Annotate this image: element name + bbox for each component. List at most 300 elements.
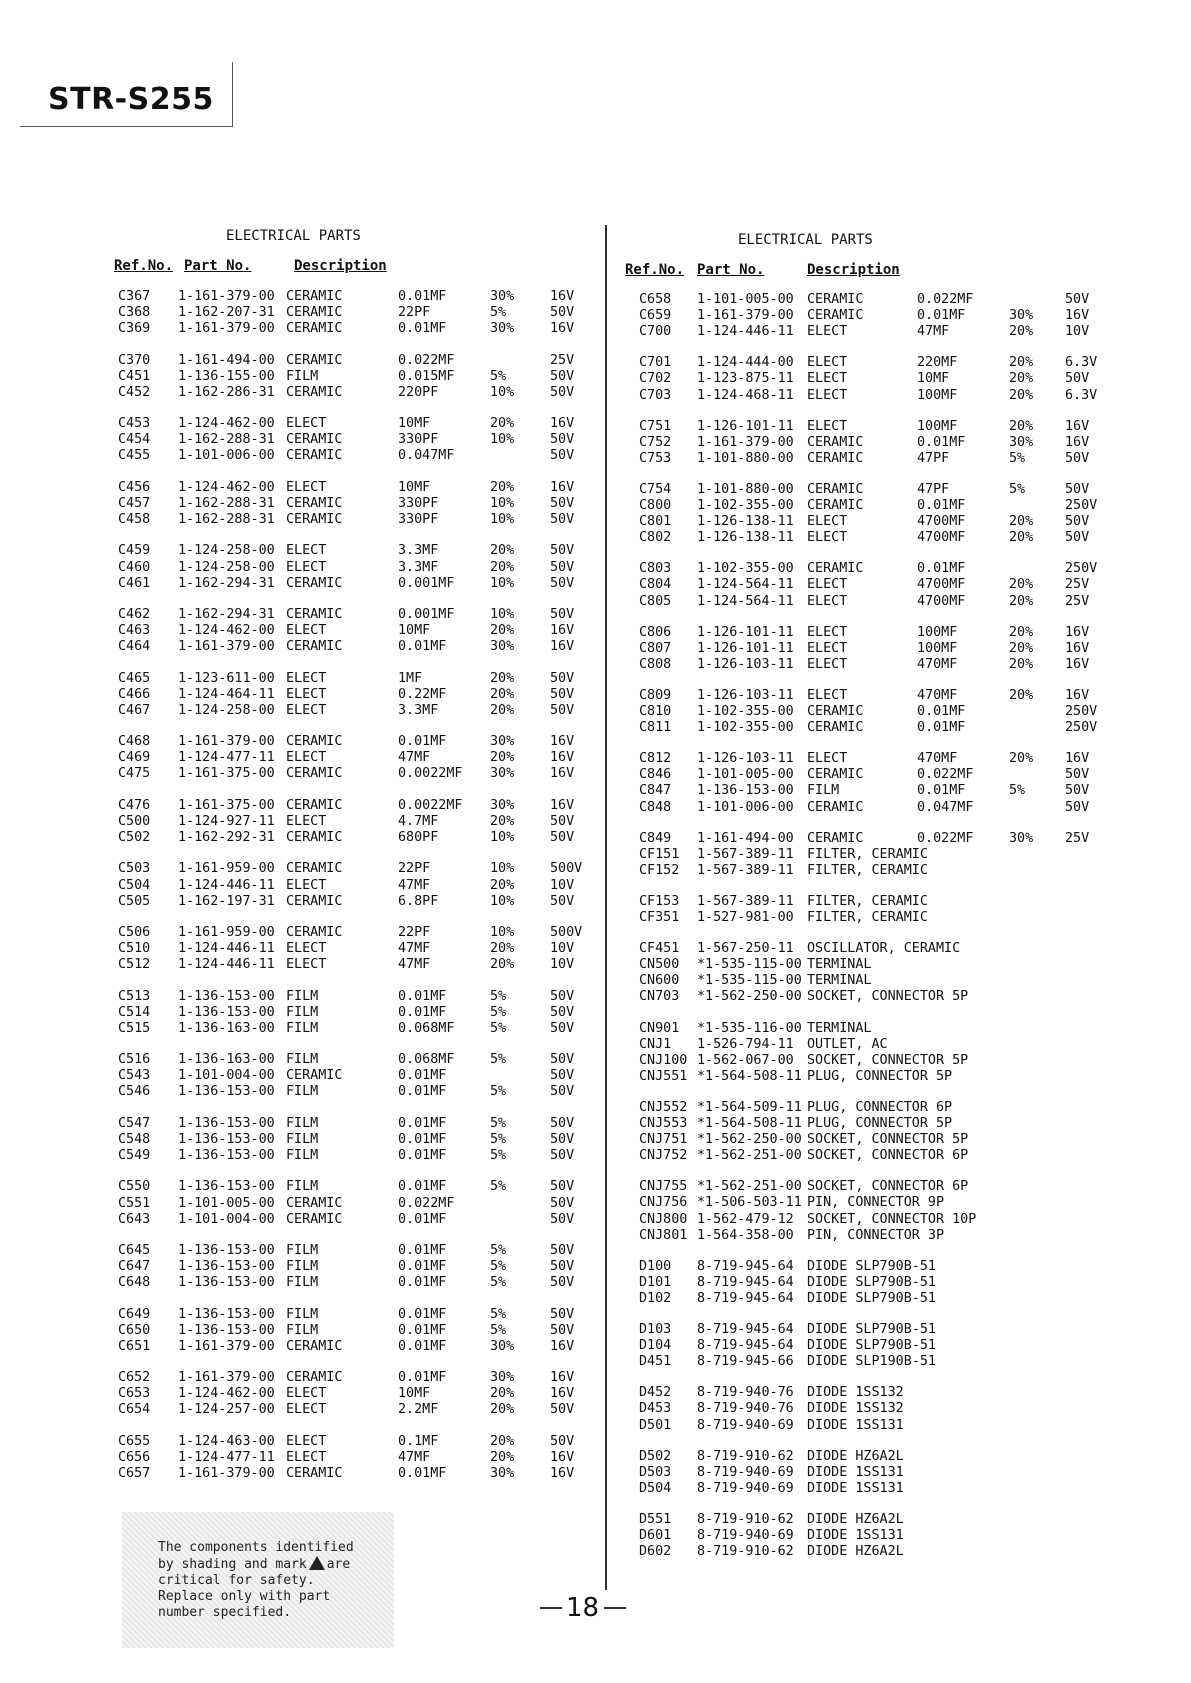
voltage-cell: 50V xyxy=(1065,481,1090,497)
part-no-cell: *1-564-509-11 xyxy=(697,1099,802,1115)
description-cell: CERAMIC xyxy=(286,305,343,321)
tolerance-cell: 5% xyxy=(490,1275,507,1291)
part-no-cell: 1-567-250-11 xyxy=(697,941,794,957)
voltage-cell: 50V xyxy=(550,432,575,448)
description-cell: CERAMIC xyxy=(286,352,343,368)
ref-no-cell: C807 xyxy=(639,640,672,656)
value-cell: 0.01MF xyxy=(917,498,966,513)
part-no-cell: 1-136-153-00 xyxy=(697,783,794,799)
part-no-cell: 1-136-153-00 xyxy=(178,1115,275,1131)
part-no-cell: 1-562-479-12 xyxy=(697,1211,794,1227)
part-no-cell: 1-161-379-00 xyxy=(697,308,794,324)
tolerance-cell: 30% xyxy=(1009,434,1034,450)
tolerance-cell: 30% xyxy=(1009,308,1034,324)
value-cell: 22PF xyxy=(398,861,431,877)
ref-no-cell: CNJ551 xyxy=(639,1068,688,1084)
tolerance-cell: 20% xyxy=(490,1449,515,1465)
tolerance-cell: 20% xyxy=(490,670,515,686)
tolerance-cell: 20% xyxy=(490,957,515,973)
description-cell: ELECT xyxy=(807,751,848,767)
voltage-cell: 500V xyxy=(550,925,583,940)
description-cell: FILM xyxy=(286,1322,319,1338)
voltage-cell: 25V xyxy=(1065,593,1090,609)
ref-no-cell: C810 xyxy=(639,704,672,719)
value-cell: 10MF xyxy=(398,416,431,432)
description-cell: ELECT xyxy=(286,750,327,766)
description-cell: DIODE SLP790B-51 xyxy=(807,1338,936,1354)
description-cell: ELECT xyxy=(286,1433,327,1449)
tolerance-cell: 30% xyxy=(490,289,515,304)
part-no-cell: 1-124-477-11 xyxy=(178,750,275,766)
part-no-cell: 8-719-940-76 xyxy=(697,1385,794,1401)
value-cell: 0.01MF xyxy=(398,1370,447,1386)
value-cell: 0.01MF xyxy=(917,434,966,450)
part-no-cell: 1-161-379-00 xyxy=(178,639,275,655)
description-cell: CERAMIC xyxy=(286,861,343,877)
tolerance-cell: 20% xyxy=(490,702,515,718)
description-cell: CERAMIC xyxy=(286,448,343,464)
description-cell: FILTER, CERAMIC xyxy=(807,893,928,909)
value-cell: 0.01MF xyxy=(398,1338,447,1354)
description-cell: CERAMIC xyxy=(286,432,343,448)
part-no-cell: *1-506-503-11 xyxy=(697,1195,802,1211)
voltage-cell: 50V xyxy=(550,813,575,829)
tolerance-cell: 30% xyxy=(1009,830,1034,846)
voltage-cell: 50V xyxy=(550,1084,575,1100)
ref-no-cell: C503 xyxy=(118,861,151,877)
part-no-cell: 1-124-258-00 xyxy=(178,702,275,718)
value-cell: 22PF xyxy=(398,305,431,321)
tolerance-cell: 30% xyxy=(490,1370,515,1386)
value-cell: 220MF xyxy=(917,355,958,371)
description-cell: CERAMIC xyxy=(286,1338,343,1354)
voltage-cell: 25V xyxy=(1065,830,1090,846)
value-cell: 0.047MF xyxy=(398,448,455,464)
description-cell: DIODE HZ6A2L xyxy=(807,1511,904,1527)
part-no-cell: 1-124-257-00 xyxy=(178,1402,275,1418)
part-no-cell: 1-162-197-31 xyxy=(178,893,275,909)
voltage-cell: 16V xyxy=(550,1449,575,1465)
tolerance-cell: 10% xyxy=(490,925,515,940)
voltage-cell: 50V xyxy=(550,702,575,718)
ref-no-cell: C648 xyxy=(118,1275,151,1291)
value-cell: 0.01MF xyxy=(398,1148,447,1163)
ref-no-cell: C847 xyxy=(639,783,672,799)
description-cell: CERAMIC xyxy=(286,766,343,782)
voltage-cell: 50V xyxy=(550,1275,575,1291)
voltage-cell: 16V xyxy=(550,639,575,655)
part-no-cell: 1-124-446-11 xyxy=(697,324,794,340)
value-cell: 10MF xyxy=(398,1386,431,1402)
ref-no-cell: CF451 xyxy=(639,941,680,957)
description-cell: FILM xyxy=(286,1115,319,1131)
part-no-cell: 8-719-910-62 xyxy=(697,1448,794,1464)
tolerance-cell: 10% xyxy=(490,830,515,845)
voltage-cell: 16V xyxy=(550,623,575,639)
value-cell: 47MF xyxy=(398,1449,431,1465)
description-cell: CERAMIC xyxy=(286,321,343,337)
part-no-cell: *1-562-250-00 xyxy=(697,1132,802,1148)
tolerance-cell: 20% xyxy=(490,1386,515,1402)
value-cell: 330PF xyxy=(398,432,439,448)
value-cell: 680PF xyxy=(398,830,439,845)
description-cell: ELECT xyxy=(807,530,848,546)
part-no-cell: 8-719-940-76 xyxy=(697,1401,794,1417)
part-no-cell: 1-162-288-31 xyxy=(178,512,275,527)
description-cell: ELECT xyxy=(807,624,848,640)
value-cell: 0.01MF xyxy=(398,1179,447,1195)
ref-no-cell: C367 xyxy=(118,289,151,304)
value-cell: 47MF xyxy=(398,957,431,973)
part-no-cell: 1-161-494-00 xyxy=(697,830,794,846)
description-cell: PLUG, CONNECTOR 5P xyxy=(807,1068,953,1084)
value-cell: 47MF xyxy=(398,877,431,893)
ref-no-cell: C653 xyxy=(118,1386,151,1402)
description-cell: FILM xyxy=(286,988,319,1004)
description-cell: FILM xyxy=(286,368,319,384)
part-no-cell: 1-101-005-00 xyxy=(178,1195,275,1211)
section-title: ELECTRICAL PARTS xyxy=(738,232,873,248)
description-cell: CERAMIC xyxy=(286,607,343,622)
ref-no-cell: D502 xyxy=(639,1448,672,1464)
ref-no-cell: CNJ751 xyxy=(639,1132,688,1148)
voltage-cell: 50V xyxy=(1065,799,1090,815)
value-cell: 47PF xyxy=(917,450,950,466)
part-no-cell: *1-562-251-00 xyxy=(697,1148,802,1164)
part-no-cell: 1-124-444-00 xyxy=(697,355,794,371)
tolerance-cell: 30% xyxy=(490,797,515,813)
note-line: The components identified xyxy=(158,1540,354,1555)
voltage-cell: 16V xyxy=(550,797,575,813)
description-cell: ELECT xyxy=(286,1402,327,1418)
part-no-cell: 1-564-358-00 xyxy=(697,1227,794,1243)
part-no-header: Part No. xyxy=(697,262,765,278)
description-cell: FILTER, CERAMIC xyxy=(807,862,928,878)
description-cell: SOCKET, CONNECTOR 6P xyxy=(807,1179,969,1195)
tolerance-cell: 20% xyxy=(1009,418,1034,434)
description-cell: CERAMIC xyxy=(807,498,864,513)
part-no-cell: *1-562-251-00 xyxy=(697,1179,802,1195)
ref-no-cell: C465 xyxy=(118,670,151,686)
voltage-cell: 10V xyxy=(550,957,575,973)
value-cell: 0.01MF xyxy=(398,988,447,1004)
tolerance-cell: 5% xyxy=(490,1322,507,1338)
value-cell: 470MF xyxy=(917,656,958,672)
tolerance-cell: 20% xyxy=(1009,656,1034,672)
value-cell: 47PF xyxy=(917,481,950,497)
ref-no-cell: C811 xyxy=(639,720,672,736)
ref-no-cell: CNJ752 xyxy=(639,1148,688,1164)
description-cell: CERAMIC xyxy=(286,830,343,845)
description-cell: DIODE HZ6A2L xyxy=(807,1448,904,1464)
part-no-cell: *1-535-116-00 xyxy=(697,1020,802,1036)
description-cell: CERAMIC xyxy=(807,704,864,719)
description-cell: ELECT xyxy=(807,324,848,340)
part-no-cell: 1-136-153-00 xyxy=(178,1259,275,1275)
part-no-cell: 8-719-945-64 xyxy=(697,1322,794,1337)
ref-no-cell: CF152 xyxy=(639,862,680,878)
value-cell: 100MF xyxy=(917,640,958,656)
value-cell: 4700MF xyxy=(917,514,966,530)
tolerance-cell: 20% xyxy=(490,1402,515,1418)
tolerance-cell: 20% xyxy=(490,686,515,702)
ref-no-cell: CN901 xyxy=(639,1020,680,1036)
part-no-cell: 1-527-981-00 xyxy=(697,910,794,925)
description-cell: CERAMIC xyxy=(286,893,343,909)
voltage-cell: 16V xyxy=(550,416,575,432)
description-header: Description xyxy=(294,258,387,274)
voltage-cell: 50V xyxy=(550,1052,575,1068)
value-cell: 330PF xyxy=(398,495,439,511)
part-no-cell: 1-136-153-00 xyxy=(178,1131,275,1147)
voltage-cell: 50V xyxy=(550,305,575,321)
voltage-cell: 50V xyxy=(1065,292,1090,307)
description-cell: FILM xyxy=(807,783,840,799)
value-cell: 1MF xyxy=(398,670,423,686)
part-no-cell: 8-719-945-66 xyxy=(697,1354,794,1370)
voltage-cell: 16V xyxy=(1065,640,1090,656)
value-cell: 0.01MF xyxy=(398,1322,447,1338)
description-cell: ELECT xyxy=(807,514,848,530)
voltage-cell: 50V xyxy=(550,1068,575,1084)
ref-no-cell: D103 xyxy=(639,1322,672,1337)
description-header: Description xyxy=(807,262,900,278)
ref-no-cell: C655 xyxy=(118,1433,151,1449)
ref-no-cell: C652 xyxy=(118,1370,151,1386)
ref-no-cell: C808 xyxy=(639,656,672,672)
voltage-cell: 16V xyxy=(1065,656,1090,672)
part-no-cell: *1-535-115-00 xyxy=(697,957,802,973)
description-cell: ELECT xyxy=(286,416,327,432)
voltage-cell: 50V xyxy=(550,686,575,702)
ref-no-cell: C500 xyxy=(118,813,151,829)
ref-no-cell: D501 xyxy=(639,1417,672,1433)
value-cell: 0.022MF xyxy=(398,352,455,368)
ref-no-cell: D101 xyxy=(639,1274,672,1290)
description-cell: ELECT xyxy=(286,543,327,559)
voltage-cell: 50V xyxy=(550,575,575,591)
value-cell: 100MF xyxy=(917,387,958,403)
value-cell: 0.01MF xyxy=(398,289,447,304)
part-no-cell: 1-124-446-11 xyxy=(178,941,275,957)
part-no-cell: 1-162-288-31 xyxy=(178,432,275,448)
description-cell: FILM xyxy=(286,1084,319,1100)
description-cell: ELECT xyxy=(807,355,848,371)
tolerance-cell: 5% xyxy=(490,1243,507,1258)
description-cell: SOCKET, CONNECTOR 5P xyxy=(807,989,969,1005)
voltage-cell: 50V xyxy=(550,1402,575,1418)
tolerance-cell: 5% xyxy=(490,1306,507,1322)
part-no-cell: 1-124-477-11 xyxy=(178,1449,275,1465)
part-no-cell: 1-161-379-00 xyxy=(178,1370,275,1386)
part-no-cell: 1-161-379-00 xyxy=(178,734,275,750)
part-no-cell: 1-126-103-11 xyxy=(697,751,794,767)
tolerance-cell: 20% xyxy=(1009,577,1034,593)
ref-no-cell: D100 xyxy=(639,1258,672,1274)
voltage-cell: 50V xyxy=(550,1322,575,1338)
tolerance-cell: 20% xyxy=(1009,324,1034,340)
value-cell: 0.0022MF xyxy=(398,797,463,813)
ref-no-cell: C849 xyxy=(639,830,672,846)
tolerance-cell: 30% xyxy=(490,734,515,750)
ref-no-cell: C647 xyxy=(118,1259,151,1275)
ref-no-cell: C451 xyxy=(118,368,151,384)
value-cell: 0.022MF xyxy=(917,292,974,307)
voltage-cell: 16V xyxy=(1065,418,1090,434)
ref-no-cell: CNJ552 xyxy=(639,1099,688,1115)
tolerance-cell: 5% xyxy=(490,305,507,321)
ref-no-cell: D453 xyxy=(639,1401,672,1417)
ref-no-cell: C512 xyxy=(118,957,151,973)
description-cell: ELECT xyxy=(286,957,327,973)
value-cell: 220PF xyxy=(398,384,439,400)
description-cell: PLUG, CONNECTOR 5P xyxy=(807,1116,953,1131)
part-no-cell: *1-562-250-00 xyxy=(697,989,802,1005)
voltage-cell: 16V xyxy=(550,321,575,337)
part-no-cell: 8-719-945-64 xyxy=(697,1290,794,1306)
ref-no-cell: CN600 xyxy=(639,973,680,989)
description-cell: DIODE SLP190B-51 xyxy=(807,1354,936,1370)
ref-no-cell: C643 xyxy=(118,1211,151,1227)
part-no-cell: 1-161-494-00 xyxy=(178,352,275,368)
voltage-cell: 50V xyxy=(550,830,575,845)
part-no-cell: 1-124-462-00 xyxy=(178,623,275,639)
description-cell: DIODE SLP790B-51 xyxy=(807,1258,936,1274)
voltage-cell: 10V xyxy=(550,941,575,957)
value-cell: 0.01MF xyxy=(398,734,447,750)
part-no-cell: 1-124-446-11 xyxy=(178,957,275,973)
description-cell: DIODE SLP790B-51 xyxy=(807,1290,936,1306)
description-cell: ELECT xyxy=(286,1386,327,1402)
voltage-cell: 50V xyxy=(550,988,575,1004)
description-cell: FILM xyxy=(286,1020,319,1036)
note-line: number specified. xyxy=(158,1605,292,1620)
part-no-cell: 1-101-880-00 xyxy=(697,481,794,497)
part-no-cell: 8-719-940-69 xyxy=(697,1480,794,1496)
ref-no-cell: D551 xyxy=(639,1511,672,1527)
ref-no-cell: C549 xyxy=(118,1148,151,1163)
ref-no-cell: C805 xyxy=(639,593,672,609)
ref-no-cell: C548 xyxy=(118,1131,151,1147)
description-cell: CERAMIC xyxy=(286,289,343,304)
tolerance-cell: 5% xyxy=(490,1115,507,1131)
part-no-cell: 1-161-379-00 xyxy=(178,289,275,304)
description-cell: DIODE 1SS131 xyxy=(807,1528,904,1543)
voltage-cell: 10V xyxy=(1065,324,1090,340)
voltage-cell: 250V xyxy=(1065,720,1098,736)
ref-no-cell: CNJ100 xyxy=(639,1052,688,1068)
ref-no-cell: C469 xyxy=(118,750,151,766)
ref-no-cell: C754 xyxy=(639,481,672,497)
part-no-cell: *1-564-508-11 xyxy=(697,1116,802,1131)
tolerance-cell: 10% xyxy=(490,575,515,591)
part-no-header: Part No. xyxy=(184,258,252,274)
ref-no-cell: D601 xyxy=(639,1528,672,1543)
value-cell: 47MF xyxy=(917,324,950,340)
part-no-cell: 1-162-294-31 xyxy=(178,575,275,591)
part-no-cell: 1-567-389-11 xyxy=(697,893,794,909)
ref-no-cell: CF153 xyxy=(639,893,680,909)
part-no-cell: 8-719-940-69 xyxy=(697,1528,794,1543)
ref-no-cell: C801 xyxy=(639,514,672,530)
tolerance-cell: 30% xyxy=(490,639,515,655)
tolerance-cell: 10% xyxy=(490,432,515,448)
part-no-cell: 1-123-611-00 xyxy=(178,670,275,686)
voltage-cell: 250V xyxy=(1065,704,1098,719)
part-no-cell: 1-124-564-11 xyxy=(697,577,794,593)
voltage-cell: 500V xyxy=(550,861,583,877)
description-cell: CERAMIC xyxy=(807,830,864,846)
tolerance-cell: 20% xyxy=(490,559,515,575)
ref-no-cell: C700 xyxy=(639,324,672,340)
description-cell: ELECT xyxy=(807,418,848,434)
part-no-cell: 8-719-945-64 xyxy=(697,1274,794,1290)
value-cell: 0.1MF xyxy=(398,1433,439,1449)
ref-no-cell: C453 xyxy=(118,416,151,432)
value-cell: 0.01MF xyxy=(398,321,447,337)
ref-no-cell: C455 xyxy=(118,448,151,464)
tolerance-cell: 20% xyxy=(490,416,515,432)
part-no-cell: 1-101-004-00 xyxy=(178,1211,275,1227)
value-cell: 0.022MF xyxy=(917,767,974,783)
value-cell: 22PF xyxy=(398,925,431,940)
value-cell: 47MF xyxy=(398,941,431,957)
description-cell: OSCILLATOR, CERAMIC xyxy=(807,941,961,957)
voltage-cell: 50V xyxy=(550,1115,575,1131)
description-cell: CERAMIC xyxy=(286,639,343,655)
part-no-cell: 8-719-940-69 xyxy=(697,1417,794,1433)
tolerance-cell: 20% xyxy=(1009,355,1034,371)
part-no-cell: 1-126-138-11 xyxy=(697,514,794,530)
ref-no-cell: C547 xyxy=(118,1115,151,1131)
tolerance-cell: 5% xyxy=(490,1004,507,1020)
value-cell: 2.2MF xyxy=(398,1402,439,1418)
description-cell: ELECT xyxy=(286,702,327,718)
voltage-cell: 16V xyxy=(550,479,575,495)
ref-no-cell: C751 xyxy=(639,418,672,434)
part-no-cell: 8-719-945-64 xyxy=(697,1338,794,1354)
value-cell: 0.01MF xyxy=(398,1466,447,1481)
ref-no-cell: C651 xyxy=(118,1338,151,1354)
description-cell: ELECT xyxy=(807,577,848,593)
voltage-cell: 50V xyxy=(1065,530,1090,546)
tolerance-cell: 10% xyxy=(490,384,515,400)
ref-no-cell: C812 xyxy=(639,751,672,767)
part-no-cell: 1-101-005-00 xyxy=(697,292,794,307)
value-cell: 100MF xyxy=(917,624,958,640)
part-no-cell: 1-124-258-00 xyxy=(178,559,275,575)
tolerance-cell: 10% xyxy=(490,893,515,909)
voltage-cell: 50V xyxy=(550,1148,575,1163)
value-cell: 0.001MF xyxy=(398,607,455,622)
description-cell: DIODE 1SS132 xyxy=(807,1401,904,1417)
voltage-cell: 50V xyxy=(550,1259,575,1275)
part-no-cell: 1-126-103-11 xyxy=(697,656,794,672)
part-no-cell: 1-136-153-00 xyxy=(178,1306,275,1322)
note-line: critical for safety. xyxy=(158,1573,315,1588)
part-no-cell: 1-101-004-00 xyxy=(178,1068,275,1084)
description-cell: ELECT xyxy=(807,593,848,609)
safety-note-text xyxy=(158,1540,388,1621)
description-cell: CERAMIC xyxy=(286,797,343,813)
part-no-cell: 1-124-258-00 xyxy=(178,543,275,559)
ref-no-cell: C703 xyxy=(639,387,672,403)
value-cell: 0.01MF xyxy=(398,1115,447,1131)
part-no-cell: 1-124-462-00 xyxy=(178,1386,275,1402)
ref-no-cell: D104 xyxy=(639,1338,672,1354)
voltage-cell: 16V xyxy=(550,289,575,304)
description-cell: ELECT xyxy=(807,387,848,403)
